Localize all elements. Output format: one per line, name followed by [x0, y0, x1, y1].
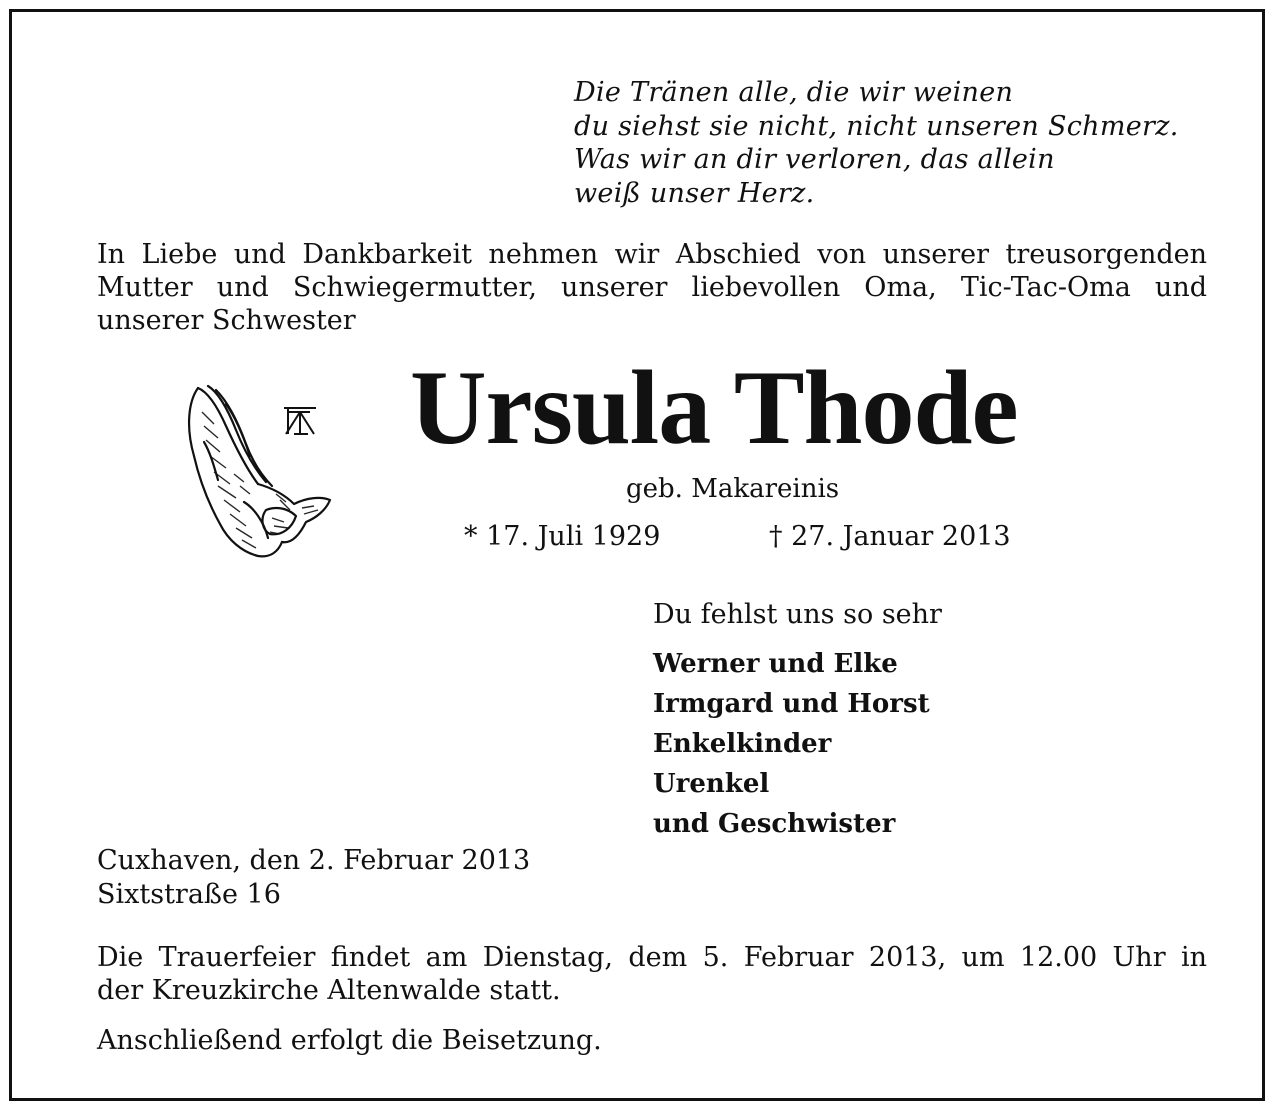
deceased-name: Ursula Thode	[410, 349, 1018, 466]
burial-info: Anschließend erfolgt die Beisetzung.	[97, 1025, 602, 1056]
memorial-poem	[574, 76, 1179, 210]
mourner-name: Enkelkinder	[653, 729, 832, 759]
mourners-list	[653, 644, 930, 844]
mourners-heading: Du fehlst uns so sehr	[653, 599, 942, 630]
maiden-name: geb. Makareinis	[626, 474, 840, 504]
poem-line: Was wir an dir verloren, das allein	[574, 144, 1055, 175]
obituary-notice	[9, 9, 1265, 1101]
birth-date: * 17. Juli 1929	[464, 521, 661, 552]
place-date: Cuxhaven, den 2. Februar 2013	[97, 845, 531, 876]
poem-line: weiß unser Herz.	[574, 177, 815, 209]
poem-line: du siehst sie nicht, nicht unseren Schmerz.	[574, 110, 1179, 142]
service-line: der Kreuzkirche Altenwalde statt.	[97, 975, 561, 1006]
mourner-name: Werner und Elke	[653, 649, 898, 679]
mourner-name: und Geschwister	[653, 809, 896, 839]
farewell-line: In Liebe und Dankbarkeit nehmen wir Abschied von unserer treusorgenden	[97, 239, 1207, 270]
service-line: Die Trauerfeier findet am Dienstag, dem 5. Februar 2013, um 12.00 Uhr in	[97, 942, 1207, 973]
mourner-name: Irmgard und Horst	[653, 689, 930, 719]
farewell-line: unserer Schwester	[97, 305, 356, 336]
duerer-monogram-icon	[280, 404, 320, 438]
poem-line: Die Tränen alle, die wir weinen	[574, 77, 1014, 108]
farewell-line: Mutter und Schwiegermutter, unserer liebevollen Oma, Tic-Tac-Oma und	[97, 272, 1207, 303]
farewell-text	[97, 238, 1207, 337]
service-info	[97, 941, 1207, 1007]
street-address: Sixtstraße 16	[97, 879, 281, 910]
death-date: † 27. Januar 2013	[769, 521, 1011, 552]
mourner-name: Urenkel	[653, 769, 770, 799]
